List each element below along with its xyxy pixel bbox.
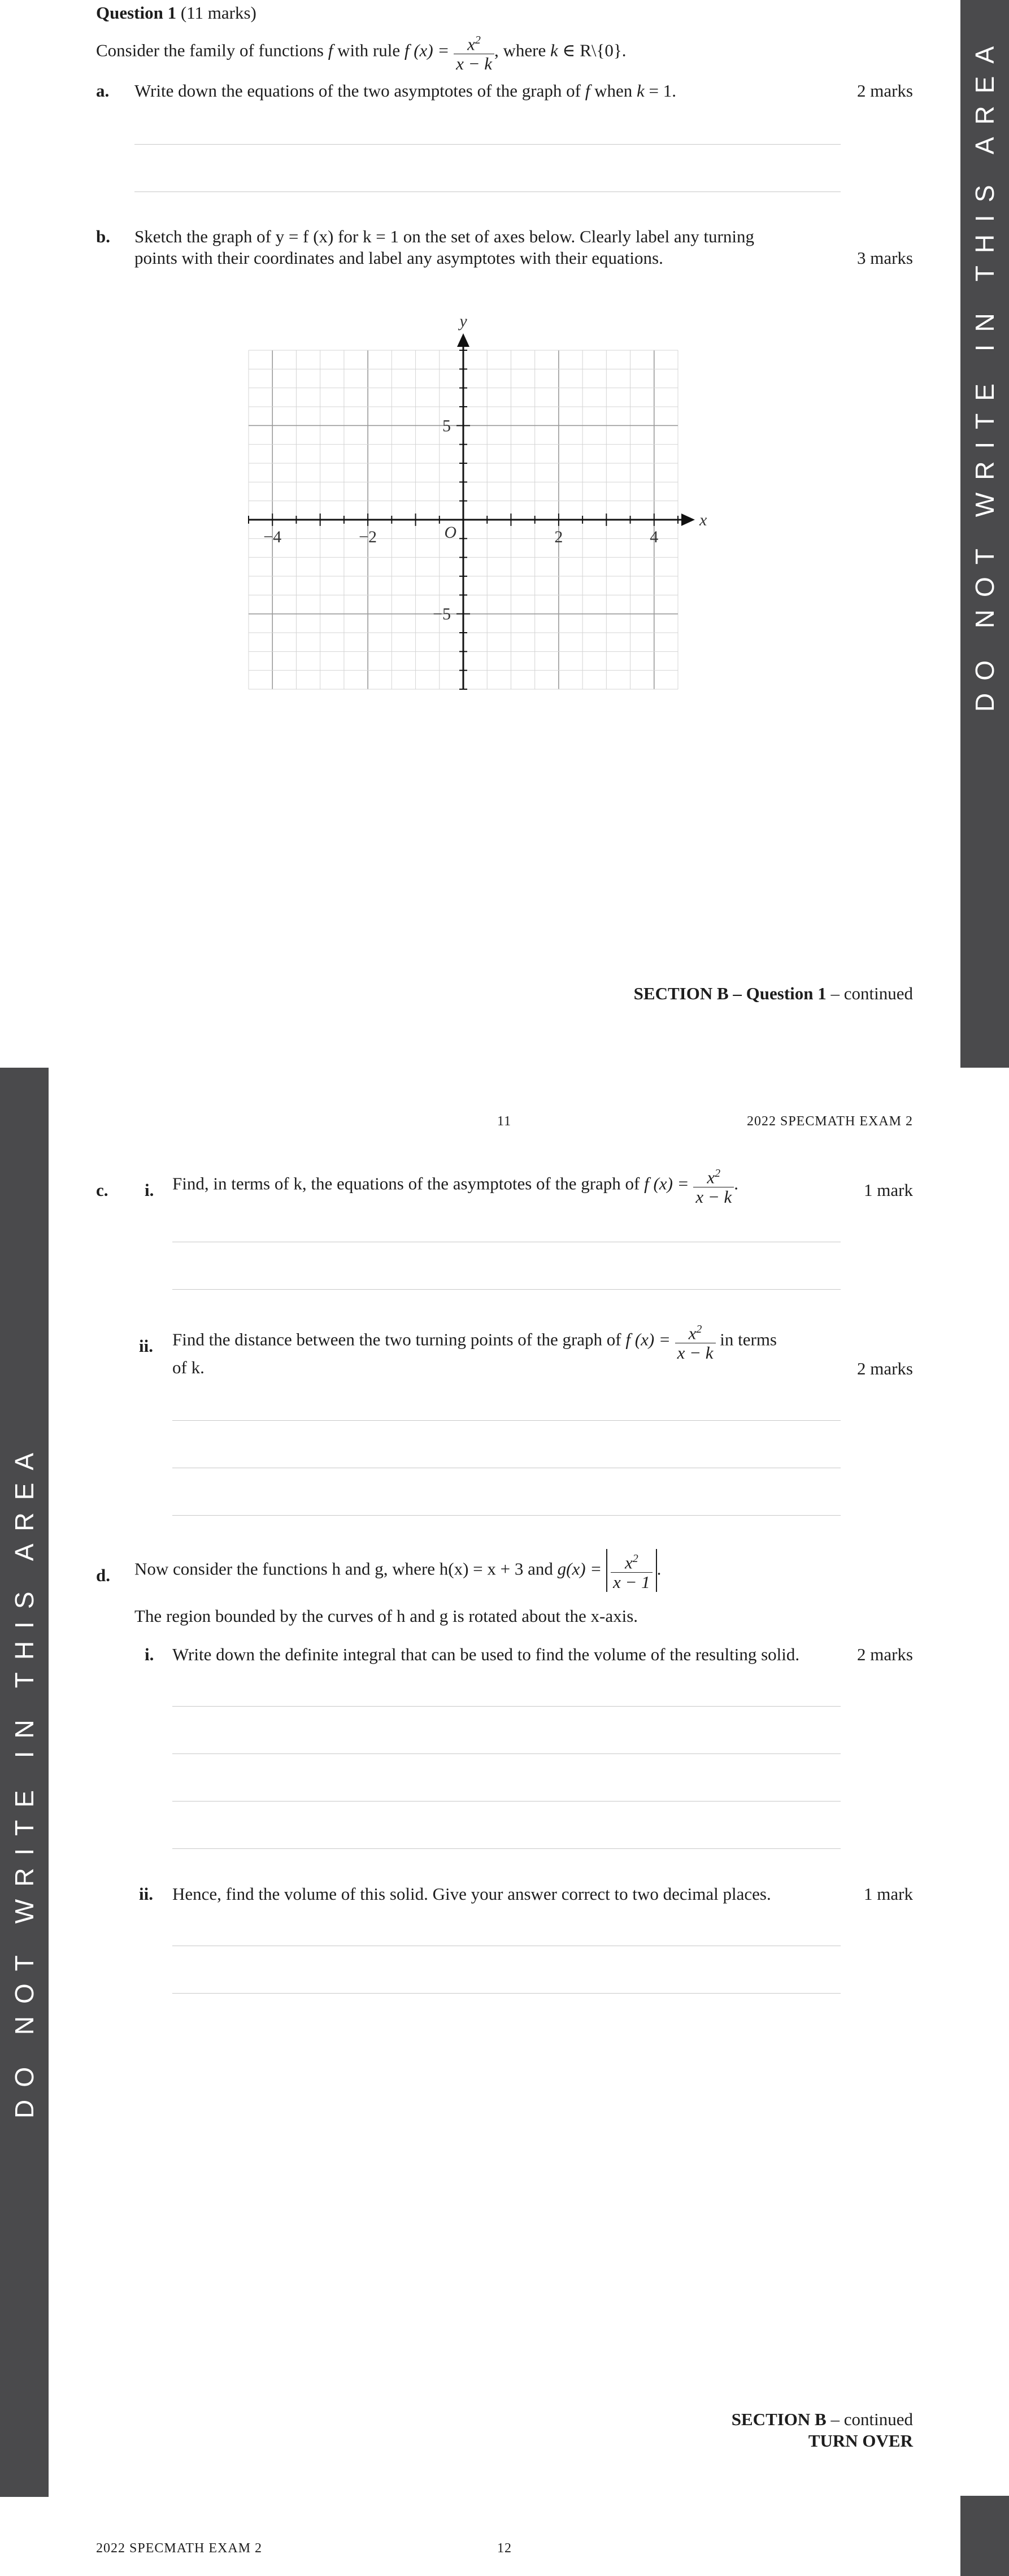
part-d-text (134, 1549, 661, 1592)
part-ci-fx: f (x) = (644, 1173, 689, 1194)
question-title: Question 1 (96, 3, 177, 23)
side-banner-right-1 (960, 0, 1009, 1068)
answer-line[interactable] (172, 1848, 841, 1849)
side-banner-text: DO NOT WRITE IN THIS AREA (10, 1440, 39, 2119)
footer-continued: – continued (826, 984, 913, 1003)
part-a-label: a. (96, 81, 110, 101)
sketch-axes[interactable] (237, 312, 707, 700)
part-a-f: f (585, 81, 590, 101)
part-c-label: c. (96, 1180, 108, 1200)
origin-label: O (444, 523, 456, 542)
part-d-statement: Now consider the functions h and g, where h(x) = x + 3 and (134, 1559, 553, 1579)
part-dii-text: Hence, find the volume of this solid. Give your answer correct to two decimal places. (172, 1884, 771, 1904)
part-dii-marks: 1 mark (864, 1884, 913, 1904)
part-d-text2: The region bounded by the curves of h and g is rotated about the x-axis. (134, 1606, 638, 1626)
cii-num: x (688, 1323, 697, 1343)
page2-turn-over: TURN OVER (808, 2431, 913, 2451)
intro-fx: f (x) = (404, 40, 450, 60)
part-di-marks: 2 marks (856, 1644, 913, 1664)
part-a-k: k (636, 81, 645, 101)
page-number: 11 (497, 1114, 512, 1129)
part-d-gx: g(x) = (557, 1559, 602, 1579)
answer-line[interactable] (134, 144, 841, 145)
part-ci-fraction (693, 1164, 734, 1207)
d-den: x − 1 (612, 1572, 650, 1592)
exam-header: 2022 SPECMATH EXAM 2 (96, 2541, 263, 2556)
y-axis-arrow (457, 333, 469, 347)
question-heading (96, 2, 256, 24)
ci-num: x (707, 1167, 715, 1187)
exam-header: 2022 SPECMATH EXAM 2 (746, 1114, 913, 1129)
intro-den: x − k (456, 54, 492, 74)
y-tick-label: 5 (442, 416, 451, 436)
part-ci-label: i. (145, 1180, 154, 1200)
y-tick-label: −5 (433, 604, 451, 624)
x-tick-label: 4 (650, 528, 659, 546)
answer-line[interactable] (172, 1515, 841, 1516)
part-cii-question: Find the distance between the two turning points of the graph of (172, 1329, 621, 1350)
part-a-text-3: = 1. (649, 81, 676, 101)
footer-section: SECTION B (731, 2409, 827, 2429)
x-tick-label: −2 (359, 528, 377, 546)
part-cii-text-end: in terms (720, 1329, 777, 1350)
intro-k: k (550, 40, 558, 60)
part-a-text-1: Write down the equations of the two asymptotes of the graph of (134, 81, 581, 101)
x-axis-label: x (699, 511, 707, 529)
intro-text: Consider the family of functions (96, 40, 324, 60)
page-number: 12 (497, 2541, 512, 2556)
question-intro (96, 31, 627, 73)
part-cii-fraction (675, 1320, 716, 1363)
part-b-line2: points with their coordinates and label any asymptotes with their equations. (134, 248, 663, 268)
part-cii-marks: 2 marks (856, 1359, 913, 1378)
part-d-fraction (611, 1549, 653, 1592)
d-num: x (624, 1552, 633, 1573)
part-a-text (134, 80, 676, 102)
side-banner-left (0, 1068, 49, 2497)
part-di-text: Write down the definite integral that can be used to find the volume of the resulting solid. (172, 1644, 800, 1664)
answer-line[interactable] (172, 1993, 841, 1994)
x-axis-arrow (681, 514, 695, 526)
part-cii-label: ii. (139, 1336, 153, 1356)
part-b-label: b. (96, 227, 110, 246)
part-a-text-2: when (594, 81, 633, 101)
footer-section: SECTION B – Question 1 (633, 984, 827, 1003)
intro-fraction (454, 31, 494, 73)
cii-sup: 2 (696, 1323, 702, 1335)
intro-f: f (328, 40, 333, 60)
part-ci-marks: 1 mark (864, 1180, 913, 1200)
answer-line[interactable] (172, 1289, 841, 1290)
part-ci-question: Find, in terms of k, the equations of the asymptotes of the graph of (172, 1173, 640, 1194)
part-cii-text (172, 1320, 777, 1363)
answer-line[interactable] (172, 1706, 841, 1707)
question-marks: (11 marks) (180, 3, 256, 23)
page2-footer-section (732, 2409, 913, 2430)
part-dii-label: ii. (139, 1884, 153, 1904)
part-b-marks: 3 marks (856, 248, 913, 268)
part-ci-text (172, 1164, 738, 1207)
intro-sup: 2 (475, 34, 481, 46)
intro-where: , where (494, 40, 546, 60)
d-sup: 2 (632, 1552, 638, 1565)
x-tick-label: −4 (263, 528, 282, 546)
side-banner-right-2 (960, 2496, 1009, 2576)
ci-den: x − k (695, 1187, 732, 1207)
footer-continued: – continued (826, 2409, 913, 2429)
part-d-absolute-value (606, 1549, 657, 1592)
answer-line[interactable] (172, 1753, 841, 1754)
answer-line[interactable] (172, 1420, 841, 1421)
part-cii-fx: f (x) = (625, 1329, 671, 1350)
part-a-marks: 2 marks (856, 81, 913, 101)
intro-rule-text: with rule (337, 40, 401, 60)
x-tick-label: 2 (554, 528, 563, 546)
side-banner-text: DO NOT WRITE IN THIS AREA (970, 33, 999, 712)
part-b-line1: Sketch the graph of y = f (x) for k = 1 on the set of axes below. Clearly label any turning (134, 227, 754, 246)
cii-den: x − k (677, 1343, 714, 1363)
part-di-label: i. (145, 1644, 154, 1664)
intro-num: x (467, 34, 475, 54)
part-cii-line2: of k. (172, 1357, 205, 1377)
intro-domain: ∈ R\{0}. (562, 40, 627, 60)
answer-line[interactable] (172, 1801, 841, 1802)
d-end: . (656, 1559, 662, 1579)
ci-end: . (734, 1173, 738, 1194)
part-d-label: d. (96, 1565, 110, 1585)
ci-sup: 2 (715, 1167, 721, 1180)
y-axis-label: y (459, 312, 467, 330)
page1-footer (634, 983, 913, 1004)
